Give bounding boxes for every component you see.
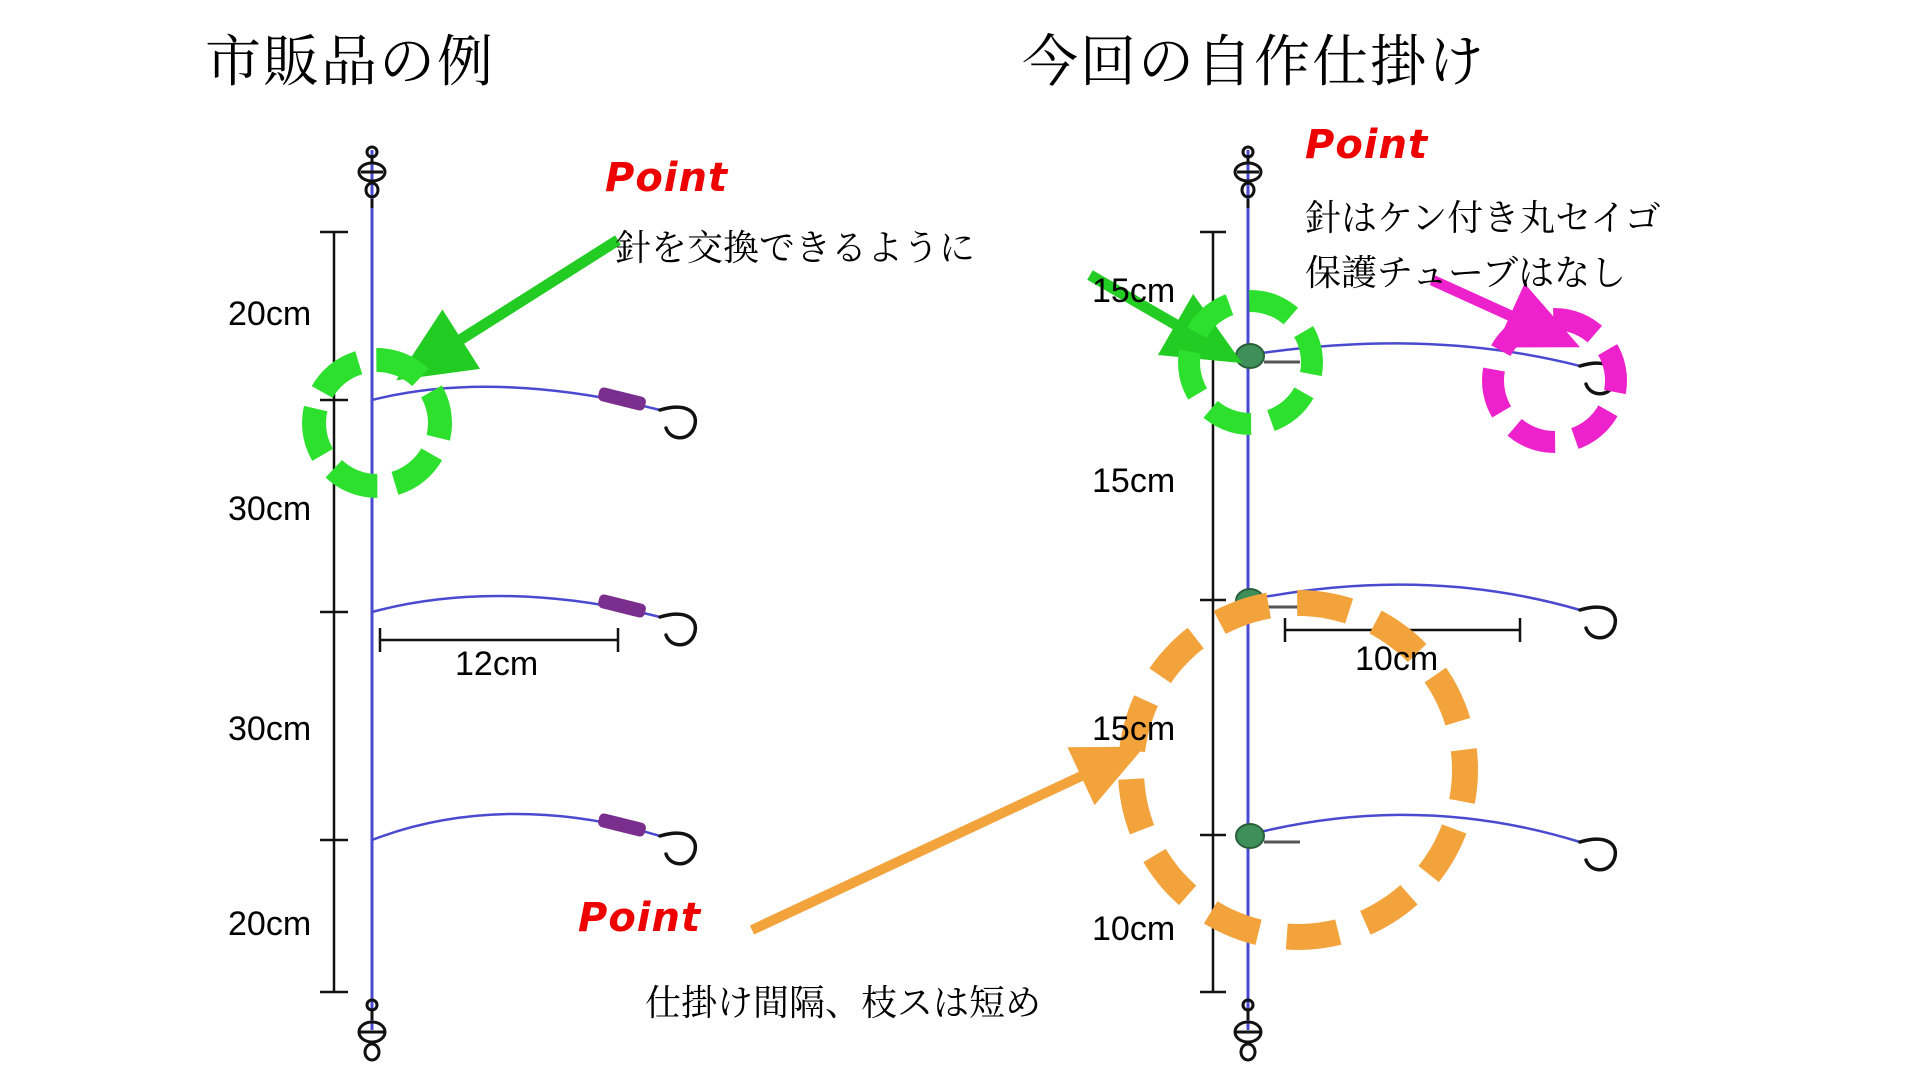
green-highlight-ring-right [1178, 290, 1323, 435]
left-branch-2 [372, 593, 695, 644]
left-diagram-title: 市販品の例 [205, 30, 495, 93]
right-spacing-2: 15cm [1092, 462, 1176, 500]
left-note-text: 針を交換できるように [615, 227, 976, 268]
point-label-bottom: Point [578, 895, 702, 941]
right-spacing-1: 15cm [1092, 272, 1176, 310]
right-spacing-3: 15cm [1092, 710, 1176, 748]
green-highlight-ring-left [302, 348, 452, 498]
point-label-left: Point [605, 155, 729, 201]
right-diagram-title: 今回の自作仕掛け [1022, 30, 1486, 93]
green-arrow-left [452, 240, 618, 345]
right-note-line1: 針はケン付き丸セイゴ [1305, 197, 1661, 238]
left-branch-length-label: 12cm [455, 645, 539, 683]
left-spacing-1: 20cm [228, 295, 312, 333]
bottom-note-text: 仕掛け間隔、枝スは短め [645, 982, 1042, 1023]
right-note-line2: 保護チューブはなし [1305, 252, 1627, 293]
left-spacing-4: 20cm [228, 905, 312, 943]
left-spacing-2: 30cm [228, 490, 312, 528]
left-measure-scale [320, 232, 348, 992]
point-label-right: Point [1305, 122, 1429, 168]
left-branch-3 [372, 812, 695, 863]
magenta-highlight-ring [1482, 308, 1627, 453]
right-branch-length-label: 10cm [1355, 640, 1439, 678]
orange-arrow [752, 772, 1090, 930]
right-spacing-4: 10cm [1092, 910, 1176, 948]
left-spacing-3: 30cm [228, 710, 312, 748]
